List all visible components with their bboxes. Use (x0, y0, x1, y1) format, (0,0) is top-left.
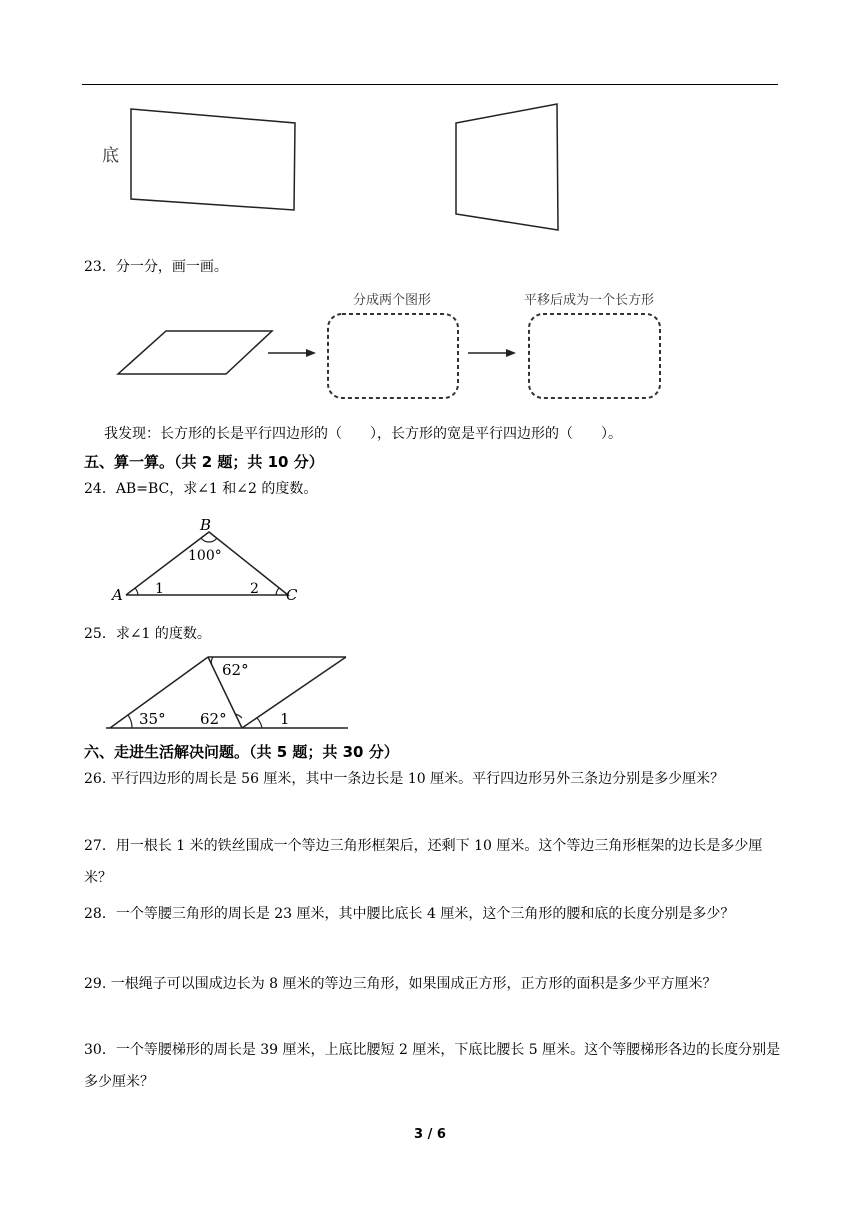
q24-text: 24．AB=BC，求∠1 和∠2 的度数。 (84, 481, 318, 497)
trapezoid-shape (456, 104, 558, 230)
section-6-title: 六、走进生活解决问题。（共 5 题；共 30 分） (84, 743, 399, 761)
q23-figure (110, 288, 670, 408)
box1-label: 分成两个图形 (353, 293, 432, 308)
angle-b-arc (201, 538, 217, 542)
header-rule (82, 84, 778, 85)
label-a: A (112, 586, 123, 604)
angle-1-label: 1 (155, 581, 164, 597)
parallelogram-shape (131, 109, 295, 210)
angle-b-value: 100° (188, 548, 222, 564)
q25-angle-1-label: 1 (280, 710, 290, 728)
top-angle-value: 62° (222, 661, 249, 679)
box2-label: 平移后成为一个长方形 (524, 293, 655, 308)
arrow-1-icon (306, 349, 316, 357)
q24-triangle-figure (110, 518, 310, 606)
mid-angle-value: 62° (200, 710, 227, 728)
q23-text: 23．分一分，画一画。 (84, 259, 228, 275)
q29-text: 29. 一根绳子可以围成边长为 8 厘米的等边三角形，如果围成正方形，正方形的面积是多少平方厘米？ (84, 976, 717, 992)
q23-finding: 我发现：长方形的长是平行四边形的（ ），长方形的宽是平行四边形的（ ）。 (104, 426, 622, 442)
label-b: B (200, 518, 212, 534)
q27-text: 27．用一根长 1 米的铁丝围成一个等边三角形框架后，还剩下 10 厘米。这个等边三角形框架的边长是多少厘米？ (84, 838, 763, 886)
top-angle-arc (211, 657, 213, 665)
arrow-2-icon (506, 349, 516, 357)
angle-1-arc-q25 (257, 718, 262, 728)
left-angle-value: 35° (139, 710, 166, 728)
angle-2-label: 2 (250, 581, 259, 597)
base-label: 底 (102, 146, 119, 166)
q26-text: 26. 平行四边形的周长是 56 厘米，其中一条边长是 10 厘米。平行四边形另外三条边分别是多少厘米？ (84, 771, 725, 787)
dashed-box-2 (529, 314, 660, 398)
q30-text: 30．一个等腰梯形的周长是 39 厘米，上底比腰短 2 厘米，下底比腰长 5 厘米。这个等腰梯形各边的长度分别是多少厘米？ (84, 1042, 781, 1090)
q23-parallelogram (118, 331, 272, 374)
q25-text: 25．求∠1 的度数。 (84, 626, 211, 642)
top-shapes-figure (90, 98, 570, 238)
slant-right (242, 657, 346, 728)
page-number: 3 / 6 (414, 1127, 446, 1142)
label-c: C (286, 586, 298, 604)
q28-text: 28．一个等腰三角形的周长是 23 厘米，其中腰比底长 4 厘米，这个三角形的腰和底的长度分别是多少？ (84, 906, 735, 922)
left-angle-arc (128, 715, 132, 728)
angle-1-arc (135, 588, 138, 595)
q25-figure (104, 652, 354, 736)
section-5-title: 五、算一算。（共 2 题；共 10 分） (84, 453, 324, 471)
angle-2-arc (276, 588, 279, 595)
dashed-box-1 (328, 314, 458, 398)
